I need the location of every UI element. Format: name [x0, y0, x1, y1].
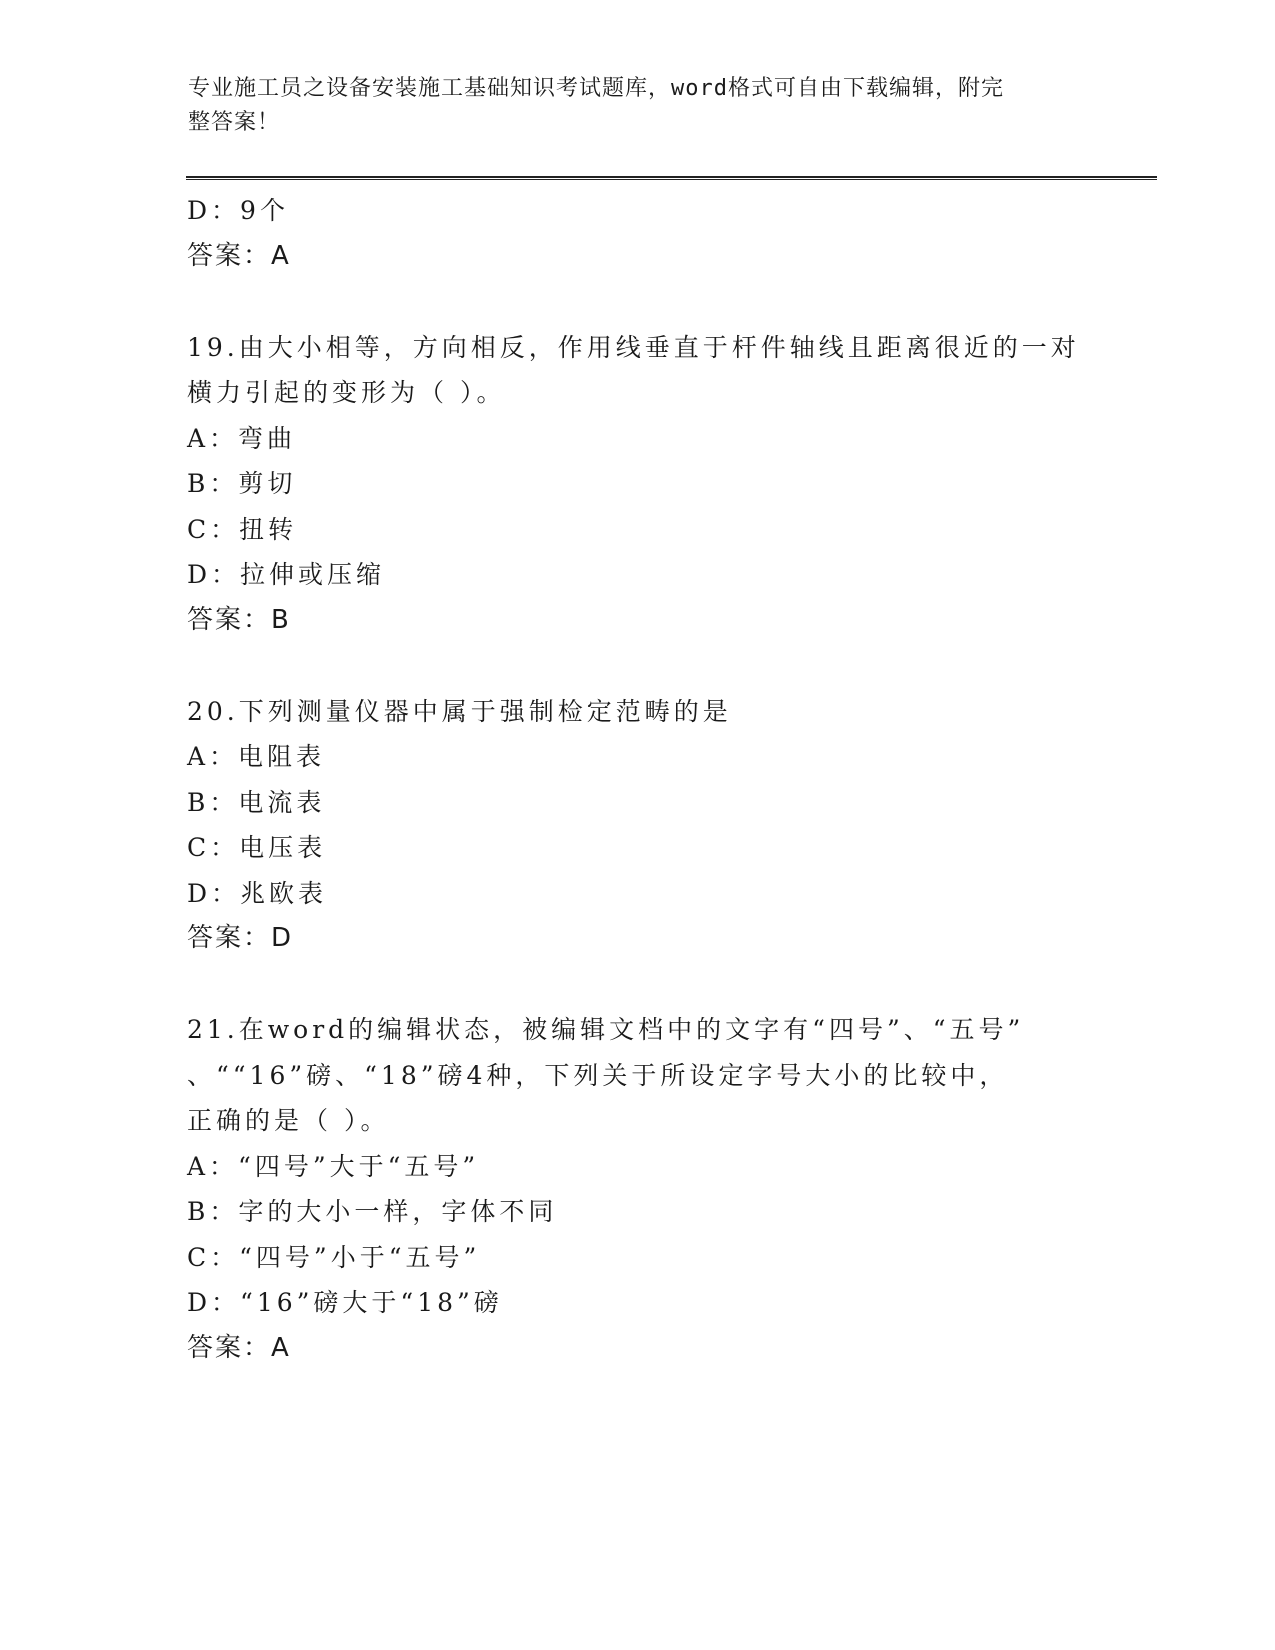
option-a: A：弯曲 [187, 423, 297, 453]
option-d: D：“16”磅大于“18”磅 [187, 1288, 503, 1317]
header-divider [186, 176, 1157, 180]
option-b: B：剪切 [187, 469, 297, 498]
question-18-tail [187, 188, 1107, 279]
spacer [187, 279, 1107, 325]
question-19 [187, 325, 1107, 644]
question-stem: 正确的是（ ）。 [187, 1106, 390, 1135]
answer-line: 答案：B [187, 604, 291, 635]
page-header [188, 72, 1068, 140]
answer-line: 答案：A [187, 1332, 291, 1363]
option-b: B：字的大小一样，字体不同 [187, 1197, 558, 1226]
header-line-1: 专业施工员之设备安装施工基础知识考试题库，word格式可自由下载编辑，附完 [188, 76, 1004, 101]
spacer [187, 962, 1107, 1008]
question-stem: 20.下列测量仪器中属于强制检定范畴的是 [187, 696, 732, 726]
option-d: D：9个 [187, 196, 289, 225]
option-c: C：扭转 [187, 514, 298, 544]
question-20 [187, 689, 1107, 962]
question-21 [187, 1007, 1107, 1371]
option-d: D：兆欧表 [187, 878, 328, 908]
question-stem: 横力引起的变形为（ ）。 [187, 378, 506, 407]
header-line-2: 整答案！ [188, 110, 281, 135]
option-a: A：电阻表 [187, 742, 326, 771]
question-stem: 21.在word的编辑状态，被编辑文档中的文字有“四号”、“五号” [187, 1015, 1025, 1044]
question-stem: 19.由大小相等，方向相反，作用线垂直于杆件轴线且距离很近的一对 [187, 332, 1080, 362]
document-body [187, 188, 1107, 1371]
option-d: D：拉伸或压缩 [187, 560, 386, 589]
question-stem: 、““16”磅、“18”磅4种，下列关于所设定字号大小的比较中， [187, 1060, 1009, 1090]
option-b: B：电流表 [187, 787, 326, 817]
answer-line: 答案：A [187, 240, 291, 271]
spacer [187, 643, 1107, 689]
option-a: A：“四号”大于“五号” [187, 1151, 480, 1181]
option-c: C：电压表 [187, 833, 327, 862]
option-c: C：“四号”小于“五号” [187, 1242, 481, 1272]
answer-line: 答案：D [187, 923, 294, 953]
